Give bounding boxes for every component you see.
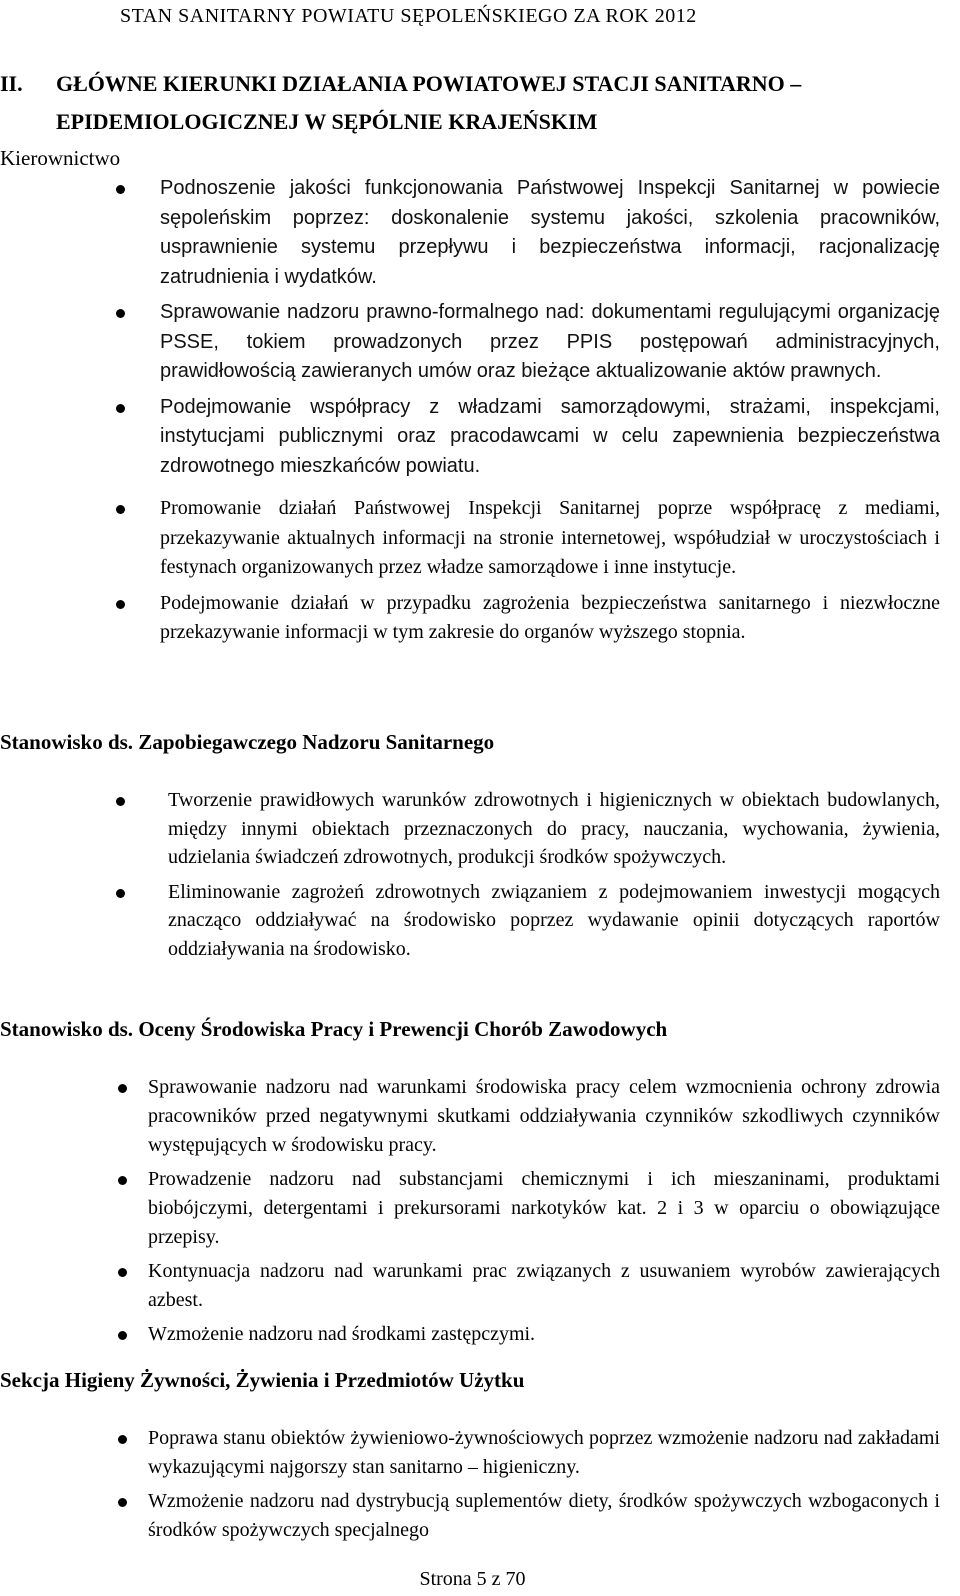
bullet-icon: [116, 309, 125, 318]
list-item-text: Prowadzenie nadzoru nad substancjami chemicznymi i ich mieszaninami, produktami biobójczymi, detergentami i prekursorami narkotyków kat. 2 i 3 w oparciu o obowiązujące przepisy.: [148, 1168, 940, 1248]
list-item-text: Sprawowanie nadzoru prawno-formalnego nad: dokumentami regulującymi organizację PSSE, tokiem prowadzonych przez PPIS postępowań administracyjnych, prawidłowością zawieranych umów oraz bieżące aktualizowanie aktów prawnych.: [160, 301, 940, 382]
list-zapobiegawczy: [168, 786, 940, 963]
bullet-icon: [116, 505, 125, 514]
list-item: [148, 1424, 940, 1482]
list-item: [148, 1487, 940, 1545]
chapter-title: [0, 58, 945, 148]
bullet-icon: [116, 185, 125, 194]
list-item: [168, 786, 940, 872]
list-item-text: Podnoszenie jakości funkcjonowania Państwowej Inspekcji Sanitarnej w powiecie sępoleńskim poprzez: doskonalenie systemu jakości, szkolenia pracowników, usprawnienie systemu przepływu i bezpieczeństwa informacji, racjonalizację zatrudnienia i wydatków.: [160, 177, 940, 288]
list-higiena-zywnosci: [148, 1424, 940, 1545]
list-item: [160, 589, 940, 648]
list-item: [160, 174, 940, 292]
bullet-icon: [116, 889, 125, 898]
list-item-text: Podejmowanie działań w przypadku zagrożenia bezpieczeństwa sanitarnego i niezwłoczne przekazywanie informacji w tym zakresie do organów wyższego stopnia.: [160, 591, 940, 643]
list-item-text: Eliminowanie zagrożeń zdrowotnych związaniem z podejmowaniem inwestycji mogących znacząco oddziaływać na środowisko poprzez wydawanie opinii dotyczących raportów oddziaływania na środowisko.: [168, 880, 940, 960]
list-item: [160, 393, 940, 482]
list-kierownictwo-continued: [160, 494, 940, 648]
bullet-icon: [118, 1176, 127, 1185]
list-item-text: Sprawowanie nadzoru nad warunkami środowiska pracy celem wzmocnienia ochrony zdrowia pracowników przed negatywnymi skutkami oddziaływania czynników szkodliwych czynników występujących w środowisku pracy.: [148, 1076, 940, 1156]
heading-prefix: Stanowisko ds.: [0, 730, 139, 754]
chapter-title-line1: GŁÓWNE KIERUNKI DZIAŁANIA POWIATOWEJ STACJI SANITARNO –: [56, 71, 802, 96]
section-heading-kierownictwo: Kierownictwo: [0, 146, 121, 170]
chapter-number: II.: [0, 71, 23, 96]
list-item-text: Tworzenie prawidłowych warunków zdrowotnych i higienicznych w obiektach budowlanych, między innymi obiektach przeznaczonych do pracy, nauczania, wychowania, żywienia, udzielania świadczeń zdrowotnych, produkcji środków spożywczych.: [168, 789, 940, 868]
chapter-title-line2: EPIDEMIOLOGICZNEJ W SĘPÓLNIE KRAJEŃSKIM: [56, 109, 598, 134]
list-item-text: Wzmożenie nadzoru nad środkami zastępczymi.: [148, 1323, 536, 1345]
list-item: [148, 1165, 940, 1252]
list-item: [148, 1320, 940, 1349]
running-header: STAN SANITARNY POWIATU SĘPOLEŃSKIEGO ZA ROK 2012: [120, 5, 697, 27]
list-item: [148, 1073, 940, 1160]
list-kierownictwo: [160, 174, 940, 487]
section-heading-zapobiegawczy: [0, 730, 494, 755]
bullet-icon: [118, 1435, 127, 1444]
list-item-text: Wzmożenie nadzoru nad dystrybucją suplementów diety, środków spożywczych wzbogaconych i środków spożywczych specjalnego: [148, 1490, 940, 1541]
page-number: Strona 5 z 70: [419, 1568, 526, 1590]
list-item: [160, 298, 940, 387]
bullet-icon: [118, 1268, 127, 1277]
section-heading-higiena-zywnosci: Sekcja Higieny Żywności, Żywienia i Przedmiotów Użytku: [0, 1368, 525, 1392]
bullet-icon: [118, 1084, 127, 1093]
heading-main: Zapobiegawczego Nadzoru Sanitarnego: [138, 730, 495, 754]
heading-prefix: Stanowisko ds.: [0, 1017, 139, 1041]
bullet-icon: [116, 600, 125, 609]
list-item: [160, 494, 940, 583]
list-item-text: Poprawa stanu obiektów żywieniowo-żywnościowych poprzez wzmożenie nadzoru nad zakładami wykazującymi najgorszy stan sanitarno – higieniczny.: [148, 1427, 940, 1478]
list-item: [168, 878, 940, 964]
bullet-icon: [118, 1498, 127, 1507]
list-item-text: Kontynuacja nadzoru nad warunkami prac związanych z usuwaniem wyrobów zawierających azbest.: [148, 1260, 940, 1311]
section-heading-srodowisko-pracy: [0, 1017, 667, 1042]
list-item: [148, 1257, 940, 1315]
heading-main: Oceny Środowiska Pracy i Prewencji Chorób Zawodowych: [138, 1017, 668, 1041]
bullet-icon: [116, 797, 125, 806]
list-srodowisko-pracy: [148, 1073, 940, 1349]
list-item-text: Podejmowanie współpracy z władzami samorządowymi, strażami, inspekcjami, instytucjami publicznymi oraz pracodawcami w celu zapewnienia bezpieczeństwa zdrowotnego mieszkańców powiatu.: [160, 395, 940, 477]
list-item-text: Promowanie działań Państwowej Inspekcji Sanitarnej poprze współpracę z mediami, przekazywanie aktualnych informacji na stronie internetowej, współudział w uroczystościach i festynach organizowanych przez władze samorządowe i inne instytucje.: [160, 497, 940, 578]
bullet-icon: [118, 1331, 127, 1340]
bullet-icon: [116, 404, 125, 413]
